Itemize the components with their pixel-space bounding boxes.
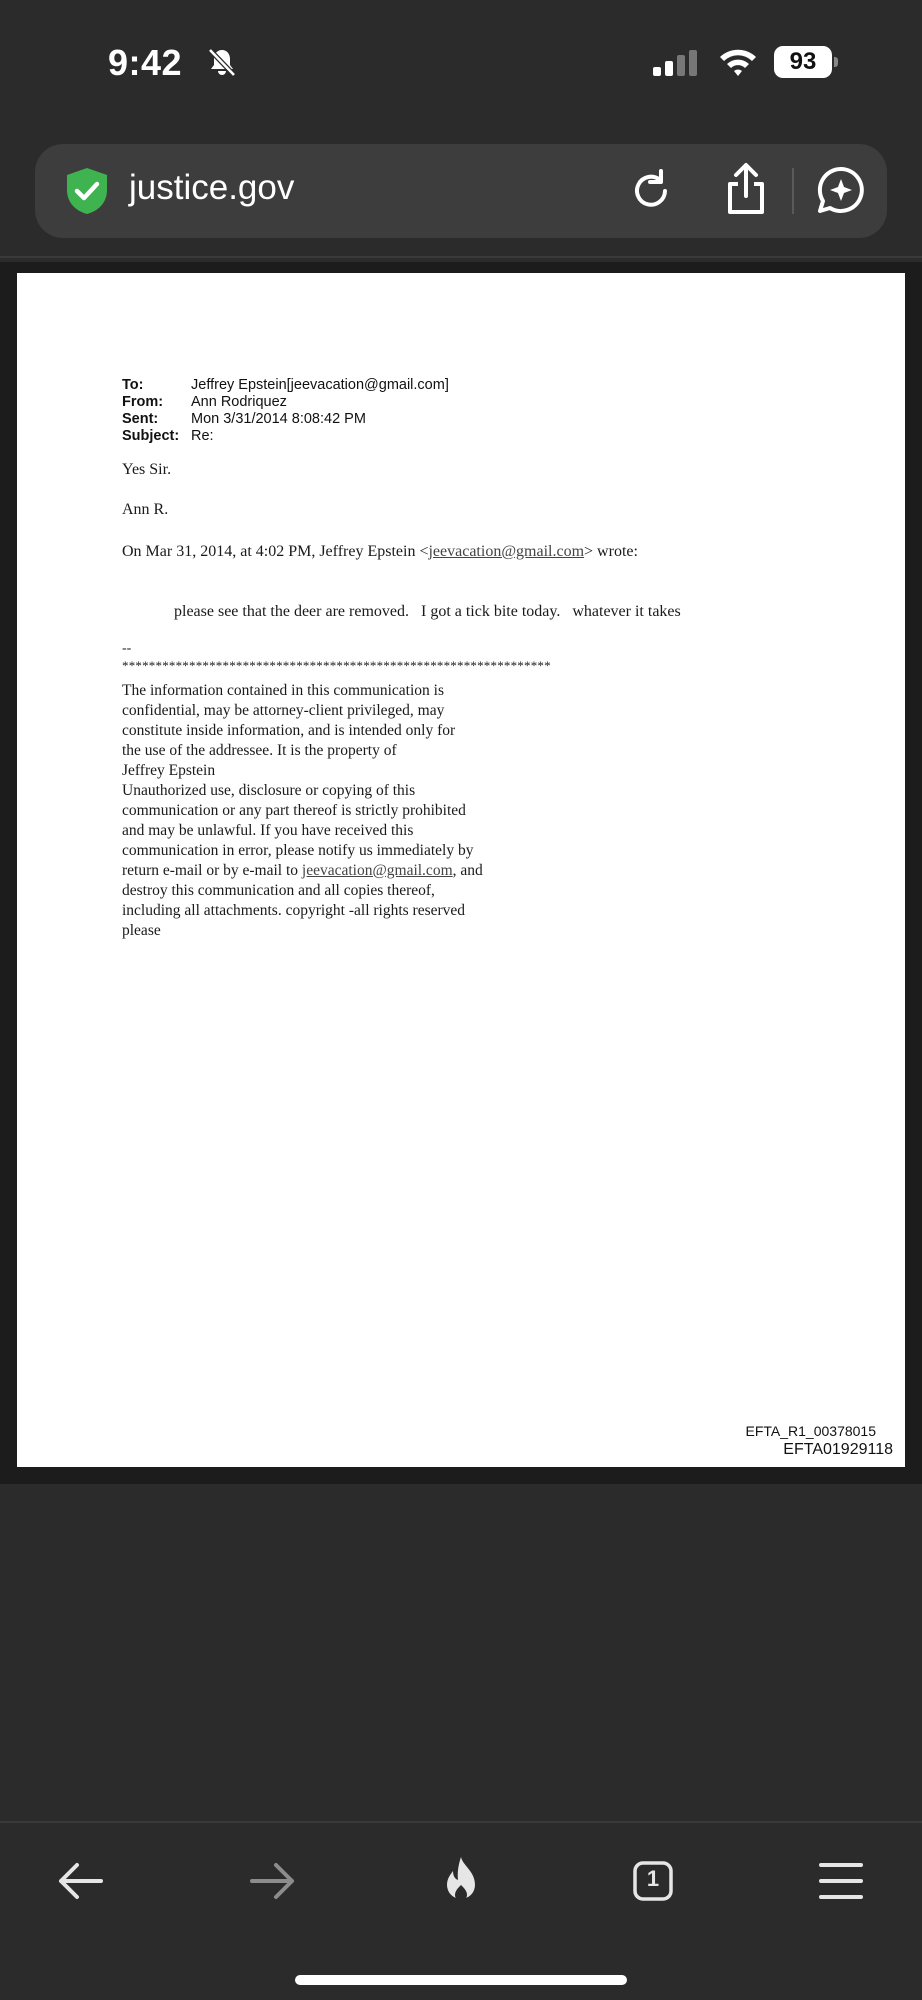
to-label: To: <box>122 377 144 393</box>
quote-email-link[interactable]: jeevacation@gmail.com <box>428 543 585 560</box>
shield-check-icon <box>63 166 111 216</box>
disclaimer-line: Unauthorized use, disclosure or copying of this <box>122 782 416 799</box>
quote-intro-prefix: On Mar 31, 2014, at 4:02 PM, Jeffrey Epstein < <box>122 543 429 560</box>
battery-icon <box>774 46 836 78</box>
to-value: Jeffrey Epstein[jeevacation@gmail.com] <box>191 377 449 393</box>
from-value: Ann Rodriquez <box>191 394 287 410</box>
ai-assistant-icon[interactable] <box>815 164 867 218</box>
status-bar <box>0 0 922 130</box>
battery-tip <box>834 57 838 67</box>
disclaimer-email-suffix: , and <box>452 862 483 879</box>
quote-intro <box>122 543 638 561</box>
address-bar-divider <box>792 168 794 214</box>
disclaimer-line: confidential, may be attorney-client privileged, may <box>122 702 445 719</box>
disclaimer-line: destroy this communication and all copies thereof, <box>122 882 435 899</box>
disclaimer-line: including all attachments. copyright -all rights reserved <box>122 902 466 919</box>
share-icon[interactable] <box>721 162 771 218</box>
home-indicator <box>295 1975 627 1985</box>
disclaimer-line: Jeffrey Epstein <box>122 762 216 779</box>
back-arrow-icon[interactable] <box>53 1853 109 1909</box>
tabs-button[interactable] <box>625 1853 681 1909</box>
document-id-primary: EFTA_R1_00378015 <box>745 1423 876 1439</box>
from-label: From: <box>122 394 164 410</box>
disclaimer-line: please <box>122 922 161 939</box>
document-page <box>17 273 905 1467</box>
quoted-text: please see that the deer are removed. I got a tick bite today. whatever it takes <box>174 603 681 620</box>
cellular-signal-icon <box>653 50 701 76</box>
url-text[interactable]: justice.gov <box>129 168 295 207</box>
separator-stars: **************************************************************** <box>122 658 551 673</box>
header-divider <box>0 256 922 258</box>
subject-label: Subject: <box>122 428 180 444</box>
bottom-toolbar <box>0 1823 922 2000</box>
subject-value: Re: <box>191 428 214 444</box>
address-bar[interactable] <box>35 144 887 238</box>
disclaimer-email-link[interactable]: jeevacation@gmail.com <box>301 862 453 879</box>
reply-line: Yes Sir. <box>122 461 172 478</box>
quote-intro-suffix: > wrote: <box>584 543 638 560</box>
sent-value: Mon 3/31/2014 8:08:42 PM <box>191 411 366 427</box>
signature-dashes: -- <box>122 641 132 656</box>
forward-arrow-icon[interactable] <box>244 1853 300 1909</box>
sent-label: Sent: <box>122 411 159 427</box>
disclaimer-line: constitute inside information, and is intended only for <box>122 722 456 739</box>
battery-level: 93 <box>774 46 832 78</box>
document-id-secondary: EFTA01929118 <box>783 1441 893 1458</box>
signature: Ann R. <box>122 501 169 518</box>
disclaimer-line: communication in error, please notify us immediately by <box>122 842 474 859</box>
bell-slash-icon <box>206 46 238 78</box>
disclaimer-line: and may be unlawful. If you have received this <box>122 822 414 839</box>
status-time: 9:42 <box>108 42 183 83</box>
disclaimer-line: the use of the addressee. It is the property of <box>122 742 397 759</box>
disclaimer <box>122 681 483 941</box>
menu-icon[interactable] <box>813 1853 869 1909</box>
disclaimer-line: communication or any part thereof is strictly prohibited <box>122 802 466 819</box>
flame-icon[interactable] <box>433 1853 489 1909</box>
disclaimer-line: The information contained in this communication is <box>122 682 444 699</box>
disclaimer-email-prefix: return e-mail or by e-mail to <box>122 862 302 879</box>
disclaimer-email-line <box>122 861 483 881</box>
wifi-icon <box>718 46 758 78</box>
tab-count: 1 <box>646 1866 660 1891</box>
reload-icon[interactable] <box>626 166 676 216</box>
